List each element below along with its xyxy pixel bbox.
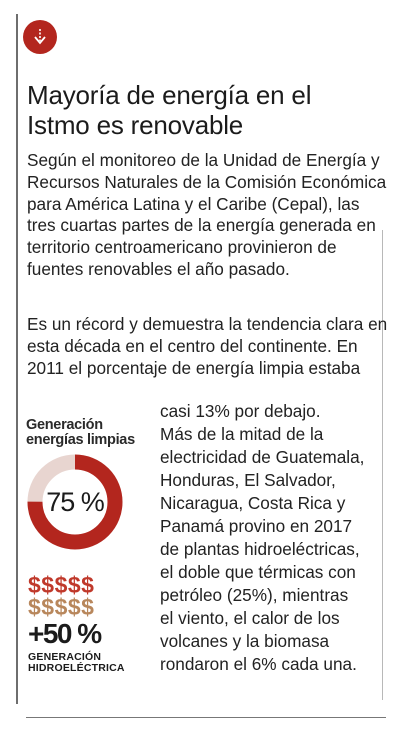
column-line: rondaron el 6% cada una. <box>160 654 357 674</box>
column-line: Más de la mitad de la <box>160 424 324 444</box>
down-arrow-icon <box>30 27 50 47</box>
column-line: volcanes y la biomasa <box>160 631 330 651</box>
money-row-red: $$$$$ <box>28 572 95 598</box>
column-text <box>160 400 385 676</box>
column-line: de plantas hidroeléctricas, <box>160 539 360 559</box>
graphic-title-line-1: Generación <box>26 417 103 433</box>
hydro-caption <box>28 652 125 674</box>
donut-label: 75 % <box>46 487 104 517</box>
column-line: Panamá provino en 2017 <box>160 516 353 536</box>
column-line: Nicaragua, Costa Rica y <box>160 493 346 513</box>
left-rule <box>16 14 18 704</box>
article-title <box>27 80 357 140</box>
graphic-title <box>26 418 156 448</box>
graphic-title-line-2: energías limpias <box>26 432 135 448</box>
section-badge <box>23 20 57 54</box>
money-row-tan: $$$$$ <box>28 594 95 620</box>
hydro-caption-line-2: HIDROELÉCTRICA <box>28 662 125 674</box>
paragraph-1: Según el monitoreo de la Unidad de Energía y Recursos Naturales de la Comisión Económica para América Latina y el Caribe (Cepal), las tres cuartas partes de la energía generada en territorio centroamericano provinieron de fuentes renovables el año pasado. <box>27 150 387 279</box>
title-line-1: Mayoría de energía en el <box>27 80 312 110</box>
paragraph-2: Es un récord y demuestra la tendencia clara en esta década en el centro del continente. En 2011 el porcentaje de energía limpia estaba <box>27 314 388 378</box>
column-line: Honduras, El Salvador, <box>160 470 336 490</box>
column-line: casi 13% por debajo. <box>160 401 321 421</box>
title-line-2: Istmo es renovable <box>27 110 244 140</box>
bottom-rule <box>26 717 386 718</box>
hydro-caption-line-1: GENERACIÓN <box>28 651 102 663</box>
column-line: el viento, el calor de los <box>160 608 340 628</box>
column-line: electricidad de Guatemala, <box>160 447 365 467</box>
column-line: el doble que térmicas con <box>160 562 356 582</box>
hydro-percentage: +50 % <box>28 618 101 649</box>
column-line: petróleo (25%), mientras <box>160 585 349 605</box>
